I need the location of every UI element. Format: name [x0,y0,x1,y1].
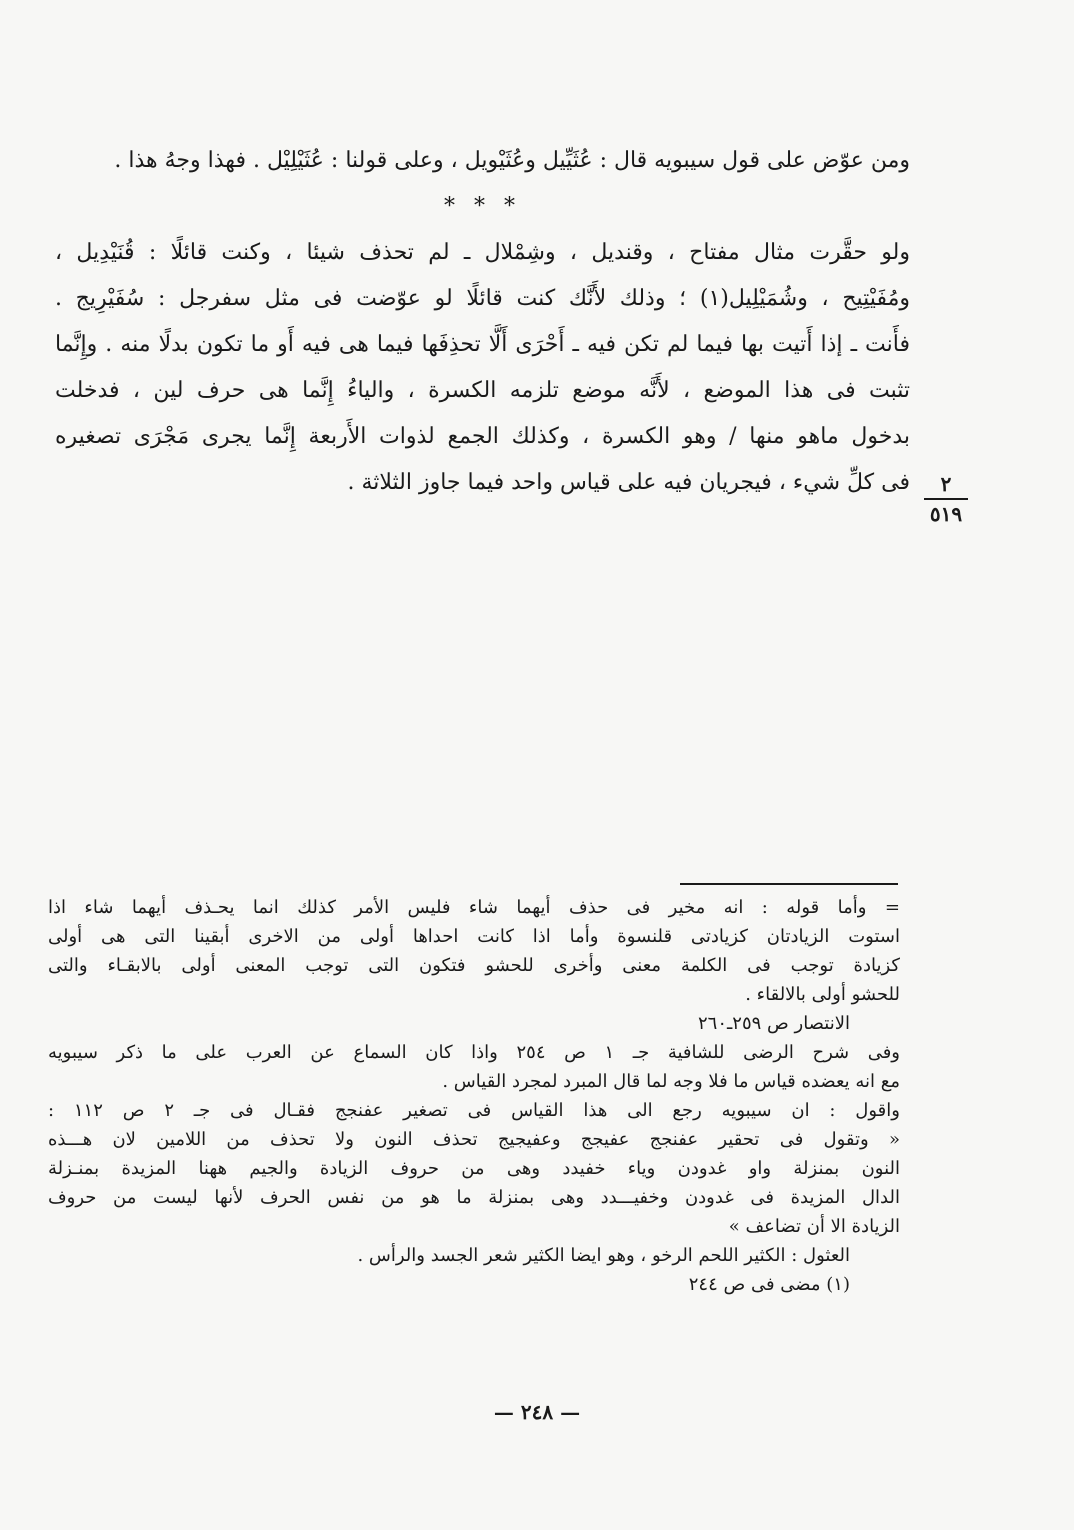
margin-volume-number: ٢ [924,472,968,500]
main-line-6: بدخول ماهو منها / وهو الكسرة ، وكذلك الجمع لذوات الأَربعة إِنَّما يجرى مَجْرَى تصغيره [55,424,910,449]
footnote-line-10: النون بمنزلة واو غدودن وياء خفيدد وهى من حروف الزيادة والجيم ههنا المزيدة بمنـزلة [48,1158,900,1179]
main-line-1: ومن عوّض على قول سيبويه قال : عُثَيِّيل وعُثَيْويل ، وعلى قولنا : عُثَيْلِيْل . فهذا وجهُ هذا . [114,148,910,173]
footnotes-block [48,893,900,1299]
footnote-line-8: واقول : ان سيبويه رجع الى هذا القياس فى تصغير عفنجج فقـال فى جـ ٢ ص ١١٢ : [48,1100,900,1121]
footnote-line-2: استوت الزيادتان كزيادتى قلنسوة وأما اذا كانت احداها أولى من الاخرى أبقينا التى هى أولى [48,926,900,947]
section-divider-stars: * * * [444,194,521,219]
page-number: — ٢٤٨ — [493,1400,581,1424]
main-text-block [55,138,910,506]
main-line-2: ولو حقَّرت مثال مفتاح ، وقنديل ، وشِمْلال ـ لم تحذف شيئا ، وكنت قائلًا : قُنَيْدِيل ، [55,240,910,265]
footnote-line-6: وفى شرح الرضى للشافية جـ ١ ص ٢٥٤ واذا كان السماع عن العرب على ما ذكر سيبويه [48,1042,900,1063]
footnote-line-12: الزيادة الا أن تضاعف » [728,1216,900,1237]
footnote-line-11: الدال المزيدة فى غدودن وخفيـــدد وهى بمنزلة ما هو من نفس الحرف لأنها ليست من حروف [48,1187,900,1208]
footnote-line-9: « وتقول فى تحقير عفنجج عفيجج وعفيجيج تحذف النون ولا تحذف من اللامين لان هـــذه [48,1129,900,1150]
main-line-5: تثبت فى هذا الموضع ، لأَنَّه موضع تلزمه الكسرة ، والياءُ إِنَّما هى حرف لين ، فدخلت [55,378,910,403]
main-line-3: ومُفَيْتِيح ، وشُمَيْلِيل(١) ؛ وذلك لأَنَّك كنت قائلًا لو عوّضت فى مثل سفرجل : سُفَيْرِيج . [55,286,910,311]
margin-page-number: ٥١٩ [929,502,963,526]
footnote-line-13: العثول : الكثير اللحم الرخو ، وهو ايضا الكثير شعر الجسد والرأس . [357,1245,850,1266]
footnote-separator-rule [680,883,898,885]
margin-page-reference [924,472,968,526]
footnote-line-7: مع انه يعضده قياس ما فلا وجه لما قال المبرد لمجرد القياس . [442,1071,900,1092]
footnote-line-1: = وأما قوله : انه مخير فى حذف أيهما شاء فليس الأمر كذلك انما يحـذف أيهما شاء اذا [48,897,900,918]
footnote-line-4: للحشو أولى بالالقاء . [745,984,900,1005]
footnote-line-14: (١) مضى فى ص ٢٤٤ [688,1274,850,1295]
main-line-7: فى كلِّ شيء ، فيجريان فيه على قياس واحد فيما جاوز الثلاثة . [347,470,910,495]
main-line-4: فأَنت ـ إذا أَتيت بها فيما لم تكن فيه ـ أَحْرَى أَلَّا تحذِفَها فيما هى فيه أَو ما تكون بدلًا منه . وإِنَّما [55,332,910,357]
footnote-line-5: الانتصار ص ٢٥٩ـ٢٦٠ [697,1013,850,1034]
footnote-line-3: كزيادة توجب فى الكلمة معنى وأخرى للحشو فتكون التى توجب المعنى أولى بالابقـاء والتى [48,955,900,976]
